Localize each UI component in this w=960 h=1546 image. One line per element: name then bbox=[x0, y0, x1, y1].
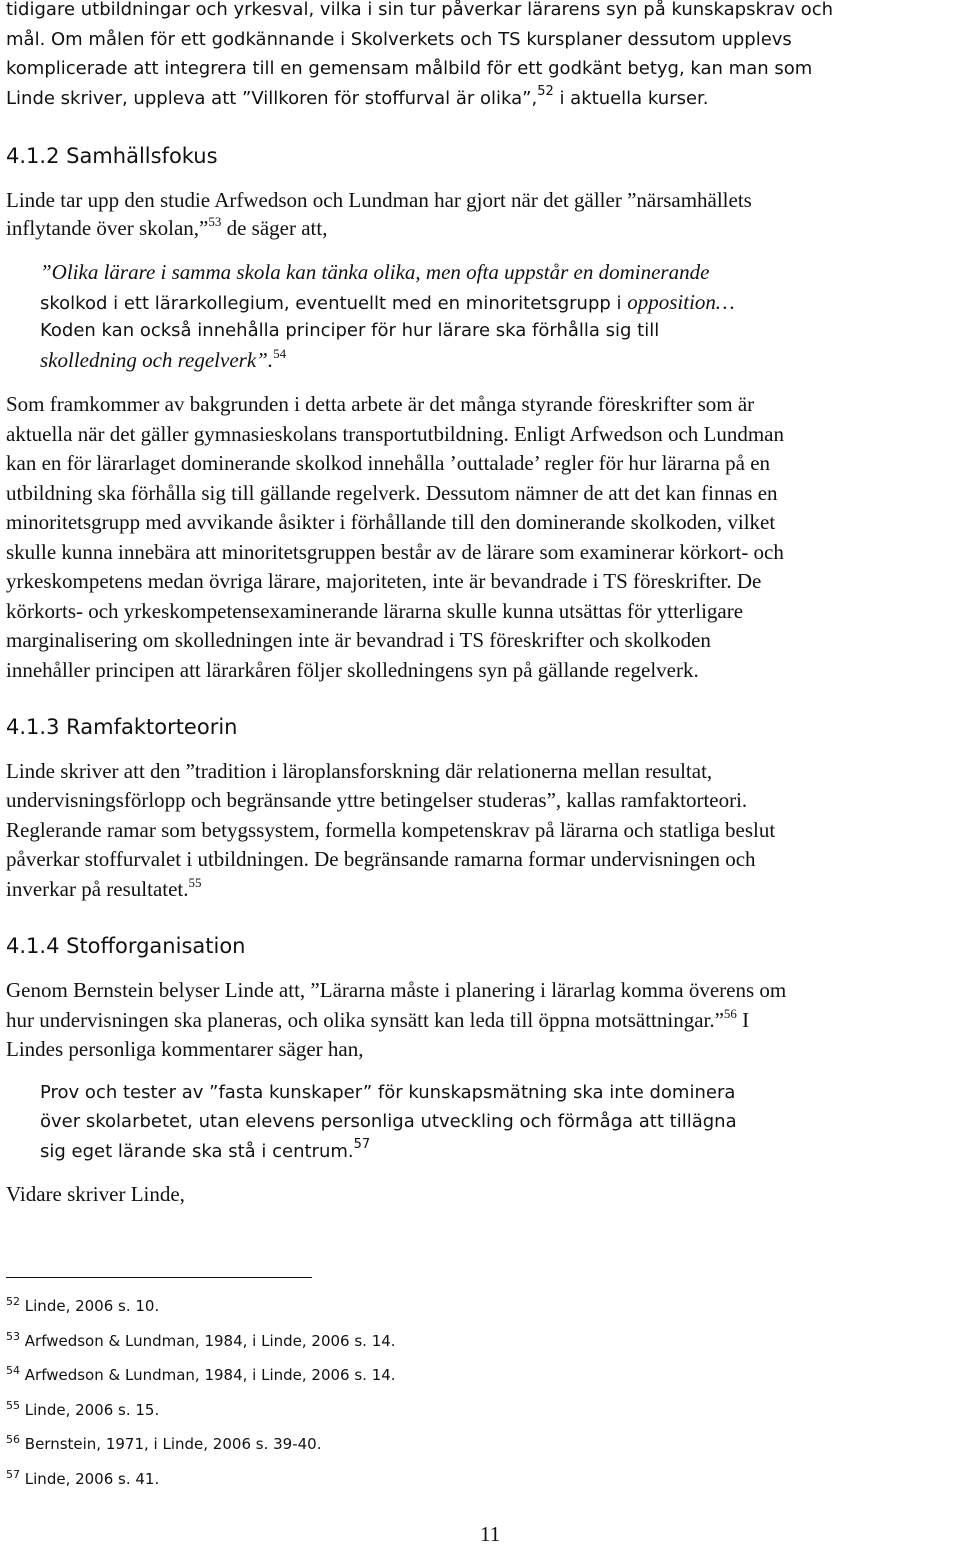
paragraph-text: hur undervisningen ska planeras, och olika synsätt kan leda till öppna motsättningar.” bbox=[6, 1008, 724, 1032]
footnote-number: 54 bbox=[6, 1364, 20, 1377]
paragraph-line: Vidare skriver Linde, bbox=[6, 1182, 185, 1206]
footnote-number: 56 bbox=[6, 1433, 20, 1446]
footnote-text: Linde, 2006 s. 41. bbox=[24, 1470, 160, 1488]
block-quote-line bbox=[40, 288, 735, 318]
footnote-54 bbox=[6, 1365, 396, 1385]
paragraph-line: Linde skriver att den ”tradition i läroplansforskning där relationerna mellan resultat, bbox=[6, 759, 713, 783]
paragraph-line: skulle kunna innebära att minoritetsgruppen består av de lärare som examinerar körkort- och bbox=[6, 540, 784, 564]
intro-line-4 bbox=[6, 85, 709, 113]
paragraph-line: yrkeskompetens medan övriga lärare, majoriteten, inte är bevandrade i TS föreskrifter. De bbox=[6, 569, 762, 593]
footnote-number: 53 bbox=[6, 1330, 20, 1343]
paragraph-line bbox=[6, 1006, 749, 1034]
footnote-number: 52 bbox=[6, 1295, 20, 1308]
section-heading-4-1-2: 4.1.2 Samhällsfokus bbox=[6, 144, 218, 168]
block-quote-line: ”Olika lärare i samma skola kan tänka olika, men ofta uppstår en dominerande bbox=[40, 260, 710, 284]
footnote-57 bbox=[6, 1469, 159, 1489]
footnote-ref-55: 55 bbox=[188, 875, 202, 890]
footnote-53 bbox=[6, 1331, 396, 1351]
block-quote-line bbox=[40, 1138, 370, 1166]
intro-line-1: tidigare utbildningar och yrkesval, vilka i sin tur påverkar lärarens syn på kunskapskrav och bbox=[6, 0, 834, 20]
page-number: 11 bbox=[480, 1522, 501, 1546]
footnote-ref-54: 54 bbox=[273, 346, 287, 361]
block-quote-line: Koden kan också innehålla principer för hur lärare ska förhålla sig till bbox=[40, 320, 660, 341]
paragraph-line: körkorts- och yrkeskompetensexaminerande lärarna skulle kunna utsättas för ytterligare bbox=[6, 599, 744, 623]
paragraph-line: Lindes personliga kommentarer säger han, bbox=[6, 1037, 364, 1061]
footnote-number: 55 bbox=[6, 1399, 20, 1412]
footnote-ref-57: 57 bbox=[353, 1137, 371, 1152]
paragraph-line: Reglerande ramar som betygssystem, formella kompetenskrav på lärarna och statliga beslut bbox=[6, 818, 776, 842]
paragraph-line: undervisningsförlopp och begränsande yttre betingelser studeras”, kallas ramfaktorteori. bbox=[6, 788, 748, 812]
footnote-56 bbox=[6, 1434, 321, 1454]
footnote-ref-56: 56 bbox=[723, 1006, 737, 1021]
paragraph-line: utbildning ska förhålla sig till gällande regelverk. Dessutom nämner de att det kan finnas en bbox=[6, 481, 778, 505]
paragraph-text: inflytande över skolan,” bbox=[6, 216, 209, 240]
intro-line-4-text: Linde skriver, uppleva att ”Villkoren för stoffurval är olika”, bbox=[6, 88, 538, 109]
footnote-52 bbox=[6, 1296, 159, 1316]
footnote-text: Arfwedson & Lundman, 1984, i Linde, 2006 s. 14. bbox=[24, 1332, 396, 1350]
paragraph-text: I bbox=[736, 1008, 750, 1032]
quote-text: skolledning och regelverk”. bbox=[40, 348, 274, 372]
footnote-55 bbox=[6, 1400, 159, 1420]
footnote-number: 57 bbox=[6, 1468, 20, 1481]
intro-line-4-tail: i aktuella kurser. bbox=[553, 88, 709, 109]
quote-text: sig eget lärande ska stå i centrum. bbox=[40, 1141, 354, 1162]
paragraph-line bbox=[6, 214, 327, 242]
footnote-text: Bernstein, 1971, i Linde, 2006 s. 39-40. bbox=[24, 1435, 322, 1453]
section-heading-4-1-4: 4.1.4 Stofforganisation bbox=[6, 934, 246, 958]
paragraph-line: Genom Bernstein belyser Linde att, ”Lärarna måste i planering i lärarlag komma överens om bbox=[6, 978, 787, 1002]
quote-text: skolkod i ett lärarkollegium, eventuellt med en minoritetsgrupp i bbox=[40, 293, 628, 314]
footnote-ref-53: 53 bbox=[208, 214, 222, 229]
footnote-text: Linde, 2006 s. 15. bbox=[24, 1401, 160, 1419]
section-heading-4-1-3: 4.1.3 Ramfaktorteorin bbox=[6, 715, 238, 739]
footnote-separator bbox=[6, 1277, 312, 1278]
paragraph-line: aktuella när det gäller gymnasieskolans transportutbildning. Enligt Arfwedson och Lundman bbox=[6, 422, 784, 446]
intro-line-2: mål. Om målen för ett godkännande i Skolverkets och TS kursplaner dessutom upplevs bbox=[6, 29, 792, 50]
footnote-ref-52: 52 bbox=[537, 84, 554, 99]
paragraph-line: Linde tar upp den studie Arfwedson och Lundman har gjort när det gäller ”närsamhällets bbox=[6, 188, 752, 212]
paragraph-line: marginalisering om skolledningen inte är bevandrad i TS föreskrifter och skolkoden bbox=[6, 628, 711, 652]
block-quote-line: Prov och tester av ”fasta kunskaper” för kunskapsmätning ska inte dominera bbox=[40, 1082, 736, 1103]
paragraph-text: de säger att, bbox=[221, 216, 328, 240]
paragraph-text: inverkar på resultatet. bbox=[6, 877, 189, 901]
intro-line-3: komplicerade att integrera till en gemensam målbild för ett godkänt betyg, kan man som bbox=[6, 58, 813, 79]
quote-italic-text: opposition… bbox=[627, 290, 735, 314]
paragraph-line: minoritetsgrupp med avvikande åsikter i förhållande till den dominerande skolkoden, vilket bbox=[6, 510, 776, 534]
block-quote-line: över skolarbetet, utan elevens personliga utveckling och förmåga att tillägna bbox=[40, 1111, 737, 1132]
paragraph-line: påverkar stoffurvalet i utbildningen. De begränsande ramarna formar undervisningen och bbox=[6, 847, 756, 871]
paragraph-line: innehåller principen att lärarkåren följer skolledningens syn på gällande regelverk. bbox=[6, 658, 699, 682]
paragraph-line: Som framkommer av bakgrunden i detta arbete är det många styrande föreskrifter som är bbox=[6, 392, 755, 416]
footnote-text: Arfwedson & Lundman, 1984, i Linde, 2006 s. 14. bbox=[24, 1366, 396, 1384]
footnote-text: Linde, 2006 s. 10. bbox=[24, 1297, 160, 1315]
block-quote-line bbox=[40, 346, 286, 374]
paragraph-line bbox=[6, 875, 202, 903]
paragraph-line: kan en för lärarlaget dominerande skolkod innehålla ’outtalade’ regler för hur lärarna på en bbox=[6, 451, 771, 475]
